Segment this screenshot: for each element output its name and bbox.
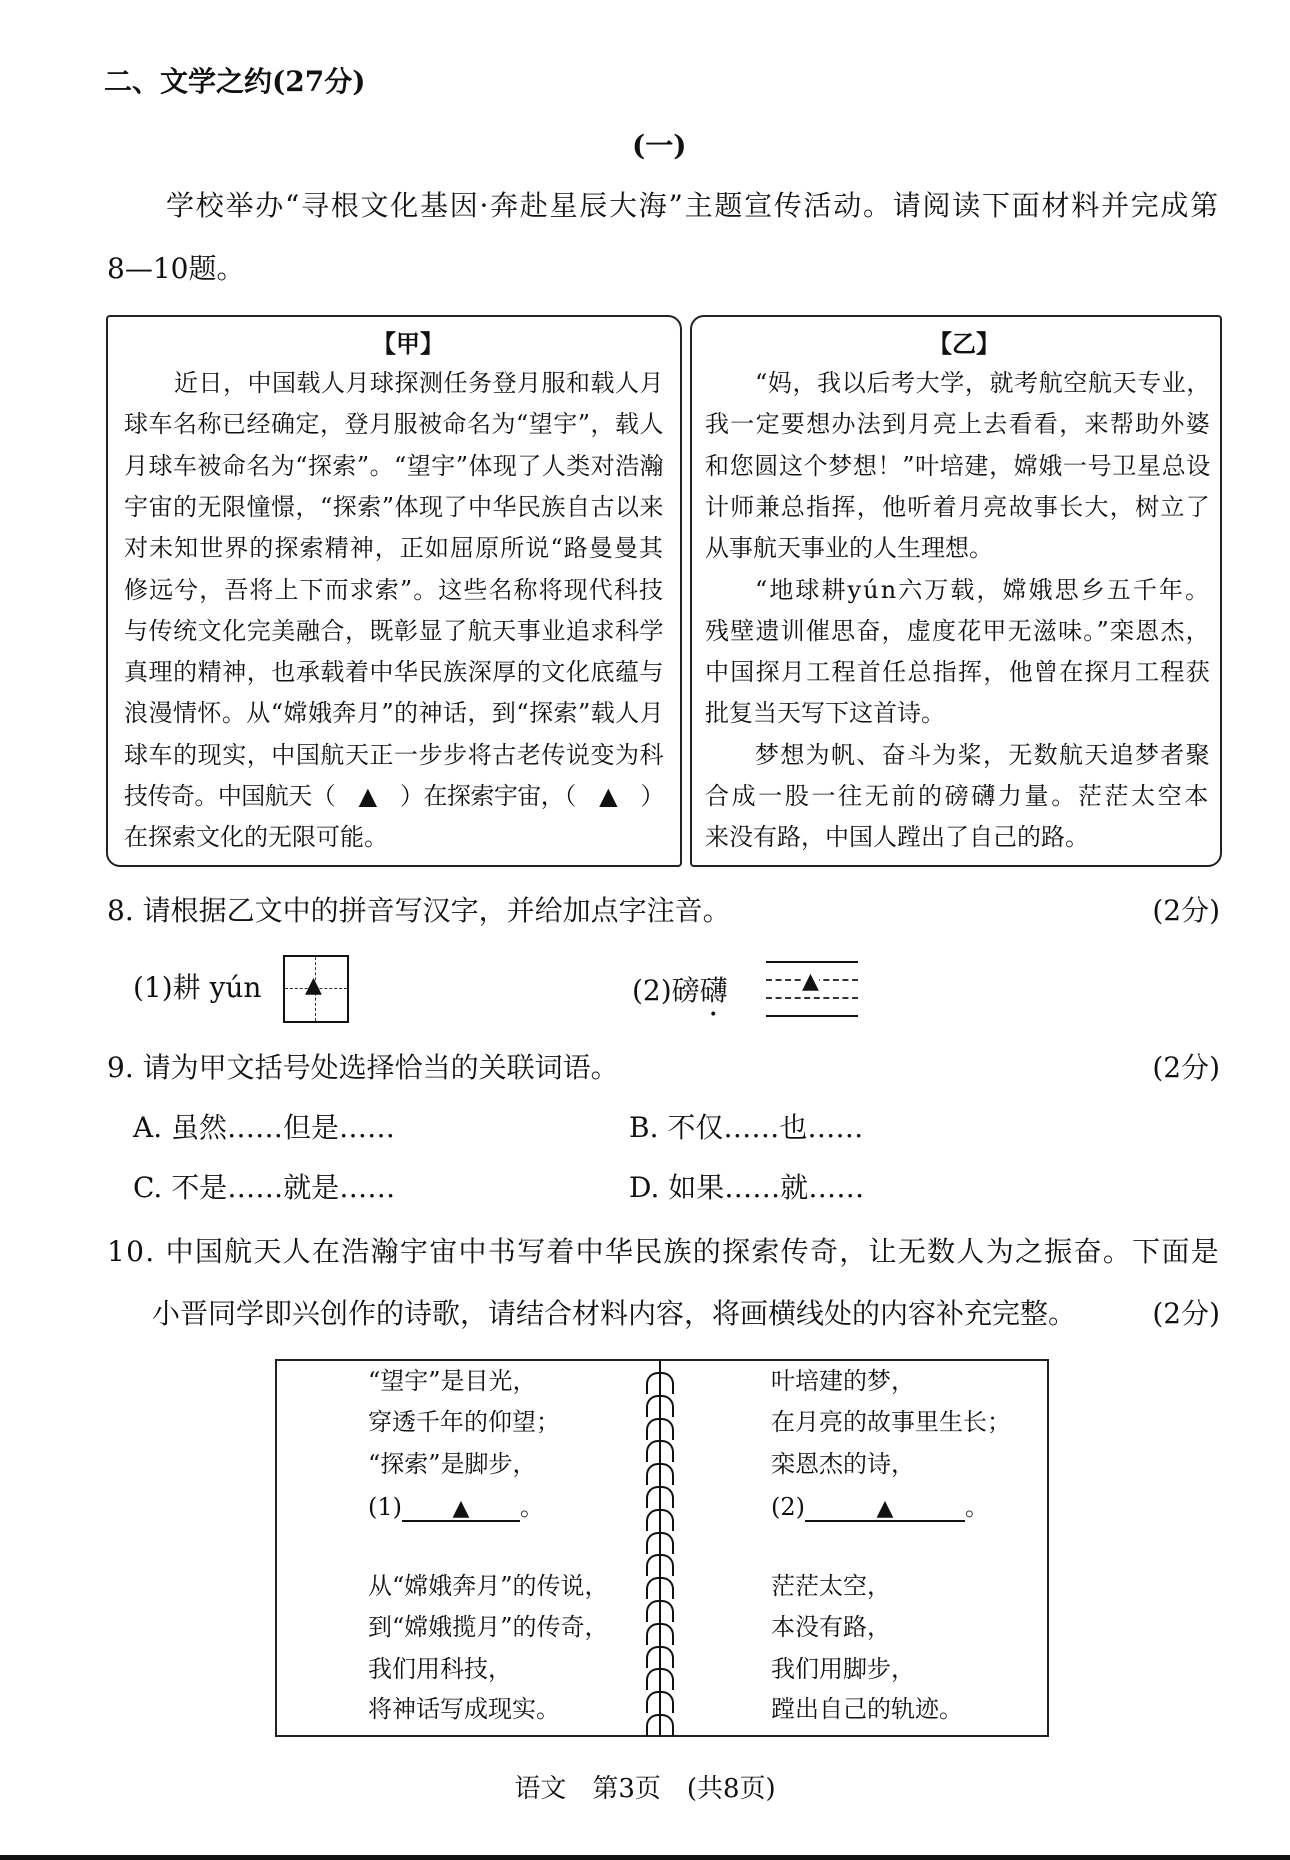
passage-jia-line: 宇宙的无限憧憬，“探索”体现了中华民族自古以来 [124, 492, 665, 521]
notebook-ring-icon [646, 1668, 674, 1690]
passage-yi-line: 计师兼总指挥，他听着月亮故事长大，树立了 [705, 492, 1211, 521]
notebook-ring-icon [646, 1440, 674, 1462]
answer-blank-icon: ▲ [305, 973, 322, 998]
passage-jia-heading: 【甲】 [372, 329, 444, 358]
notebook-ring-icon [646, 1463, 674, 1485]
passage-yi-heading: 【乙】 [928, 329, 1000, 358]
intro-line-1: 学校举办“寻根文化基因·奔赴星辰大海”主题宣传活动。请阅读下面材料并完成第 [166, 189, 1220, 222]
notebook-ring-icon [646, 1372, 674, 1394]
poem-line: 在月亮的故事里生长； [771, 1408, 1011, 1436]
poem-line: 茫茫太空， [771, 1572, 891, 1600]
notebook-ring-icon [646, 1418, 674, 1440]
q10-line-1: 10. 中国航天人在浩瀚宇宙中书写着中华民族的探索传奇，让无数人为之振奋。下面是 [107, 1235, 1221, 1268]
passage-jia-line: 浪漫情怀。从“嫦娥奔月”的神话，到“探索”载人月 [124, 699, 665, 728]
poem-line: 穿透千年的仰望； [368, 1408, 560, 1436]
passage-jia-line: 球车的现实，中国航天正一步步将古老传说变为科 [124, 740, 665, 769]
notebook-ring-icon [646, 1509, 674, 1531]
poem-line: 将神话写成现实。 [368, 1695, 560, 1723]
answer-blank-icon: ▲ [802, 969, 819, 994]
passage-jia-line: 对未知世界的探索精神，正如屈原所说“路曼曼其 [124, 534, 665, 563]
answer-blank-icon: ▲ [876, 1496, 894, 1521]
passage-jia-line: 真理的精神，也承载着中华民族深厚的文化底蕴与 [124, 658, 665, 687]
answer-blank-icon: ▲ [452, 1496, 470, 1521]
poem-line: 叶培建的梦， [771, 1367, 915, 1395]
answer-blank-line[interactable] [402, 1495, 520, 1522]
page-footer: 语文 第3页 (共8页) [514, 1774, 776, 1804]
q8-item1-label: (1)耕 yún [133, 971, 262, 1004]
passage-jia-line: 技传奇。中国航天（ ▲ ）在探索宇宙，（ ▲ ） [124, 782, 664, 810]
q8-score: (2分) [1152, 894, 1220, 927]
part-label: (一) [632, 129, 687, 162]
poem-line: 蹚出自己的轨迹。 [771, 1695, 963, 1723]
poem-blank-label: (2) [771, 1493, 805, 1521]
passage-yi-line: 中国探月工程首任总指挥，他曾在探月工程获 [705, 658, 1211, 687]
notebook-ring-icon [646, 1691, 674, 1713]
q10-line-2: 小晋同学即兴创作的诗歌，请结合材料内容，将画横线处的内容补充完整。 [152, 1297, 1077, 1330]
poem-period: 。 [520, 1493, 544, 1521]
poem-blank-1[interactable] [368, 1495, 544, 1522]
q9-option-c[interactable]: C. 不是……就是…… [133, 1171, 396, 1204]
passage-yi-line: “妈，我以后考大学，就考航空航天专业， [755, 369, 1212, 397]
q9-option-b[interactable]: B. 不仅……也…… [629, 1111, 864, 1144]
passage-jia-line: 修远兮，吾将上下而求索”。这些名称将现代科技 [124, 575, 665, 604]
passage-jia-line: 在探索文化的无限可能。 [124, 823, 388, 852]
passage-yi-line: 我一定要想办法到月亮上去看看，来帮助外婆 [705, 410, 1211, 439]
passage-jia-line: 月球车被命名为“探索”。“望宇”体现了人类对浩瀚 [124, 451, 665, 480]
notebook-ring-icon [646, 1395, 674, 1417]
poem-line: 我们用脚步， [771, 1655, 915, 1683]
q8-item1-tianzige-box[interactable] [283, 955, 349, 1023]
passage-jia-line: 与传统文化完美融合，既彰显了航天事业追求科学 [124, 616, 665, 645]
notebook-ring-icon [646, 1600, 674, 1622]
poem-line: 本没有路， [771, 1613, 891, 1641]
passage-yi-line: 残壁遗训催思奋，虚度花甲无滋味。”栾恩杰， [705, 616, 1211, 645]
intro-line-2: 8—10题。 [107, 252, 245, 285]
poem-line: “望宇”是目光， [368, 1367, 537, 1395]
passage-yi-line: 梦想为帆、奋斗为桨，无数航天追梦者聚 [755, 740, 1211, 769]
q8-item2-label [632, 974, 728, 1023]
answer-blank-line[interactable] [805, 1495, 965, 1522]
q8-item2-dotted-char: 礴 [699, 974, 728, 1007]
notebook-ring-icon [646, 1714, 674, 1736]
poem-period: 。 [965, 1493, 989, 1521]
q9-text: 9. 请为甲文括号处选择恰当的关联词语。 [107, 1051, 619, 1084]
poem-line: 从“嫦娥奔月”的传说， [368, 1572, 609, 1600]
notebook-ring-icon [646, 1532, 674, 1554]
passage-yi-line: “地球耕yún六万载，嫦娥思乡五千年。 [755, 575, 1212, 604]
passage-yi-line: 和您圆这个梦想！”叶培建，嫦娥一号卫星总设 [705, 451, 1211, 480]
passage-jia-line: 球车名称已经确定，登月服被命名为“望宇”，载人 [124, 410, 665, 439]
passage-yi-line: 从事航天事业的人生理想。 [705, 534, 993, 563]
scan-edge [0, 1855, 1290, 1860]
notebook-ring-icon [646, 1554, 674, 1576]
section-title: 二、文学之约(27分) [104, 65, 366, 98]
q8-item2-prefix: (2)磅 [632, 974, 700, 1007]
q9-option-d[interactable]: D. 如果……就…… [629, 1171, 865, 1204]
poem-blank-2[interactable] [771, 1495, 989, 1522]
poem-line: 我们用科技， [368, 1655, 512, 1683]
poem-line: “探索”是脚步， [368, 1450, 537, 1478]
poem-line: 栾恩杰的诗， [771, 1450, 915, 1478]
notebook-ring-icon [646, 1577, 674, 1599]
passage-yi-line: 来没有路，中国人蹚出了自己的路。 [705, 823, 1089, 852]
notebook-ring-icon [646, 1646, 674, 1668]
notebook-ring-icon [646, 1623, 674, 1645]
passage-yi-line: 合成一股一往无前的磅礴力量。茫茫太空本 [705, 782, 1211, 810]
poem-blank-label: (1) [368, 1493, 402, 1521]
notebook-ring-icon [646, 1486, 674, 1508]
passage-jia-line: 近日，中国载人月球探测任务登月服和载人月 [174, 369, 664, 397]
poem-line: 到“嫦娥揽月”的传奇， [368, 1613, 609, 1641]
q10-score: (2分) [1152, 1297, 1220, 1330]
q8-item2-pinyin-lines[interactable] [766, 961, 858, 1017]
q9-score: (2分) [1152, 1051, 1220, 1084]
q9-option-a[interactable]: A. 虽然……但是…… [133, 1111, 396, 1144]
q8-text: 8. 请根据乙文中的拼音写汉字，并给加点字注音。 [107, 894, 731, 927]
passage-yi-line: 批复当天写下这首诗。 [705, 699, 945, 728]
